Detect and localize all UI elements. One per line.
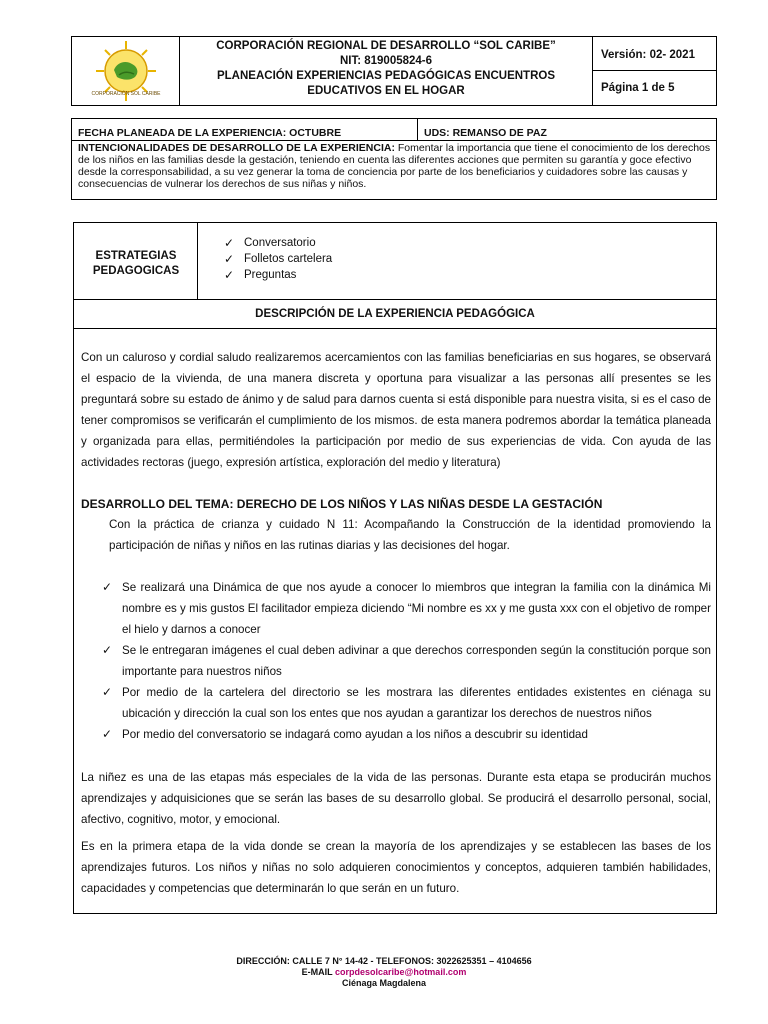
- tema-heading: DESARROLLO DEL TEMA: DERECHO DE LOS NIÑOS Y LAS NIÑAS DESDE LA GESTACIÓN: [81, 497, 603, 511]
- list-item: ✓ Preguntas: [224, 268, 297, 282]
- list-item: ✓ Conversatorio: [224, 236, 316, 250]
- estrategias-label-cell: [74, 223, 198, 300]
- version: Versión: 02- 2021: [601, 49, 695, 61]
- uds-label: UDS: REMANSO DE PAZ: [424, 127, 547, 139]
- estrategias-label: ESTRATEGIAS PEDAGOGICAS: [92, 250, 180, 277]
- footer-address: DIRECCIÓN: CALLE 7 N° 14-42 - TELEFONOS: 3022625351 – 4104656: [236, 956, 532, 966]
- intencionalidades-text: Fomentar la importancia que tiene el conocimiento de los derechos de los niños en las familias desde la gestación, teniendo en cuenta las diferentes acciones que permiten su garantía y goce efectivo desde la corresponsabilidad, a su vez generar la toma de conciencia por parte de los beneficiarios y cuidadores sobre las causas y consecuencias de vulnerar los derechos de sus niñas y niños.: [78, 142, 711, 190]
- page-cell: [593, 71, 716, 105]
- version-cell: [593, 37, 716, 71]
- fecha-label: FECHA PLANEADA DE LA EXPERIENCIA: OCTUBRE: [78, 127, 342, 139]
- paragraph-ninez: La niñez es una de las etapas más especiales de la vida de las personas. Durante esta etapa se producirán muchos aprendizajes y adquisiciones que se serán las bases de su desarrollo global. Se producirá el desarrollo personal, social, afectivo, cognitivo, motor, y emocional.: [81, 771, 711, 826]
- list-item: ✓ Por medio de la cartelera del directorio se les mostrara las diferentes entidades existentes en ciénaga su ubicación y dirección la cual son los entes que nos ayudan a garantizar los derechos de nuestros niños: [102, 682, 711, 724]
- list-item: ✓ Se le entregaran imágenes el cual deben adivinar a que derechos corresponden según la constitución porque son importante para nuestros niños: [102, 640, 711, 682]
- check-icon: ✓: [224, 252, 235, 266]
- check-icon: ✓: [102, 580, 113, 594]
- estrategias-list: [198, 223, 716, 300]
- logo-cell: [72, 37, 180, 105]
- uds-cell: [418, 119, 716, 141]
- main-table: [73, 222, 717, 914]
- org-name: CORPORACIÓN REGIONAL DE DESARROLLO “SOL CARIBE”: [216, 40, 556, 52]
- intencionalidades-cell: [72, 141, 716, 199]
- list-item: ✓ Folletos cartelera: [224, 252, 333, 266]
- fecha-cell: [72, 119, 418, 141]
- email-link[interactable]: corpdesolcaribe@hotmail.com: [335, 967, 467, 977]
- check-icon: ✓: [102, 727, 113, 741]
- descripcion-heading: DESCRIPCIÓN DE LA EXPERIENCIA PEDAGÓGICA: [74, 300, 716, 329]
- intro-paragraph: Con un caluroso y cordial saludo realizaremos acercamientos con las familias beneficiarias en sus hogares, se observará el espacio de la vivienda, de una manera discreta y oportuna para visualizar a las personas allí presentes se les preguntará sobre su estado de ánimo y de salud para darnos cuenta si está disponible para nuestra visita, si es el caso de tener compromisos se verificarán el cumplimiento de los mismos. de esta manera podremos abordar la temática planeada y organizada para ellas, permitiéndoles la participación por medio de sus experiencias de vida. Con ayuda de las actividades rectoras (juego, expresión artística, exploración del medio y literatura): [81, 351, 711, 469]
- list-item: ✓ Por medio del conversatorio se indagará como ayudan a los niños a descubrir su identidad: [102, 724, 711, 745]
- info-table: [71, 118, 717, 200]
- practica-paragraph: Con la práctica de crianza y cuidado N 11: Acompañando la Construcción de la identidad promoviendo la participación de niñas y niños en las rutinas diarias y las decisiones del hogar.: [109, 518, 711, 552]
- intencionalidades-label: INTENCIONALIDADES DE DESARROLLO DE LA EXPERIENCIA:: [78, 142, 395, 154]
- footer-email-line: E-MAIL corpdesolcaribe@hotmail.com: [301, 967, 467, 977]
- footer: [0, 956, 768, 989]
- doc-title: PLANEACIÓN EXPERIENCIAS PEDAGÓGICAS ENCUENTROS EDUCATIVOS EN EL HOGAR: [216, 70, 555, 97]
- footer-city: Ciénaga Magdalena: [341, 978, 427, 988]
- check-icon: ✓: [102, 685, 113, 699]
- check-icon: ✓: [102, 643, 113, 657]
- list-item: ✓ Se realizará una Dinámica de que nos ayude a conocer lo miembros que integran la familia con la dinámica Mi nombre es y mis gustos El facilitador empieza diciendo “Mi nombre es xx y me gusta xxx con el objetivo de romper el hielo y darnos a conocer: [102, 577, 711, 640]
- nit: NIT: 819005824-6: [339, 55, 433, 67]
- logo-text: CORPORACIÓN SOL CARIBE: [91, 91, 161, 97]
- header-table: [71, 36, 717, 106]
- paragraph-primera-etapa: Es en la primera etapa de la vida donde se crean la mayoría de los aprendizajes y se establecen las bases de los aprendizajes futuros. Los niños y niñas no solo adquieren conocimientos y conceptos, adquieren también habilidades, capacidades y competencias que determinarán lo que serán en un futuro.: [81, 840, 711, 895]
- bullet-list: [102, 577, 711, 745]
- page-number: Página 1 de 5: [601, 82, 675, 94]
- title-cell: [180, 37, 593, 105]
- check-icon: ✓: [224, 268, 235, 282]
- check-icon: ✓: [224, 236, 235, 250]
